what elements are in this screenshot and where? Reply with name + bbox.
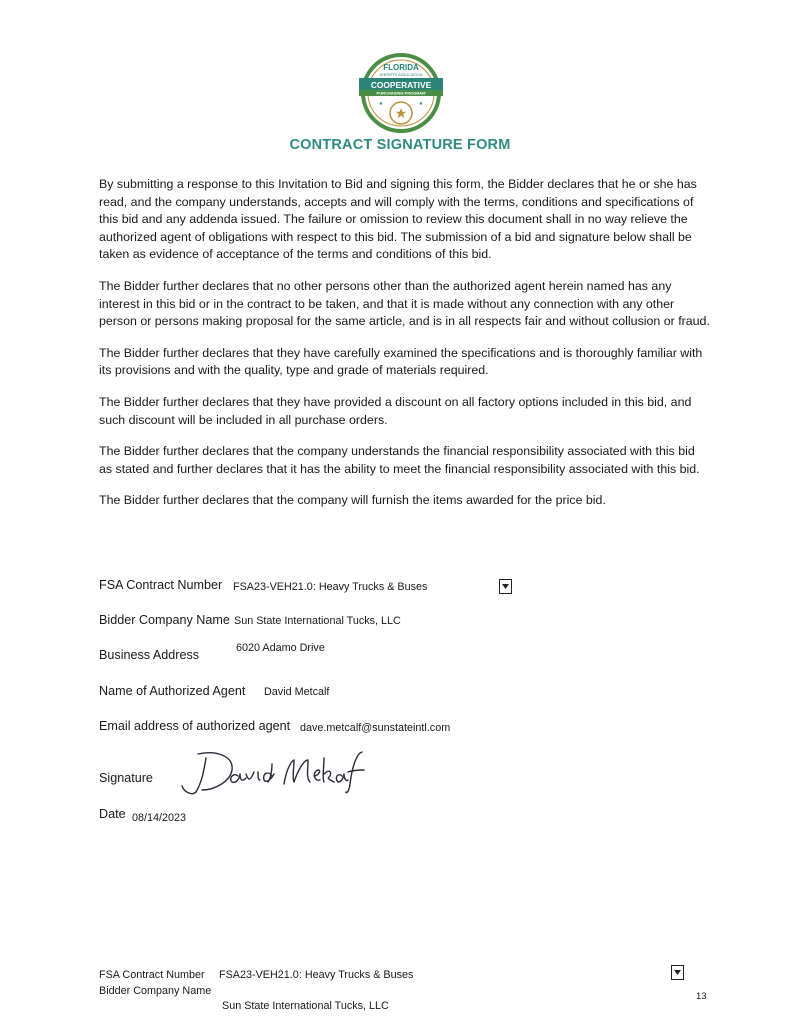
- svg-text:PURCHASING PROGRAM: PURCHASING PROGRAM: [376, 90, 426, 96]
- signature-image: [176, 748, 366, 796]
- fsa-cooperative-logo: [355, 48, 447, 134]
- authorized-agent-value[interactable]: David Metcalf: [264, 686, 330, 698]
- paragraph: The Bidder further declares that no other persons other than the authorized agent herein named has any interest in this bid or in the contract to be taken, and that it is made without any connection with any other person or persons making proposal for the same article, and is in all respects fair and without collusion or fraud.: [99, 278, 710, 329]
- caret-down-icon: [502, 584, 509, 589]
- email-value[interactable]: dave.metcalf@sunstateintl.com: [300, 722, 451, 734]
- company-name-value[interactable]: Sun State International Tucks, LLC: [234, 615, 401, 627]
- caret-down-icon: [674, 970, 681, 975]
- svg-text:★: ★: [418, 101, 424, 107]
- authorized-agent-label: Name of Authorized Agent: [99, 684, 246, 698]
- svg-text:COOPERATIVE: COOPERATIVE: [370, 80, 432, 90]
- contract-number-value[interactable]: FSA23-VEH21.0: Heavy Trucks & Buses: [233, 581, 428, 593]
- contract-number-dropdown[interactable]: [499, 579, 512, 594]
- page-number: 13: [696, 991, 707, 1002]
- footer-company-label: Bidder Company Name: [99, 985, 212, 997]
- paragraph: The Bidder further declares that the company understands the financial responsibility associated with this bid as stated and further declares that it has the ability to meet the financial responsibility associated with this bid.: [99, 444, 700, 476]
- svg-text:★: ★: [394, 105, 408, 121]
- declarations-body: [99, 176, 711, 524]
- contract-number-label: FSA Contract Number: [99, 578, 223, 592]
- business-address-value[interactable]: 6020 Adamo Drive: [236, 642, 325, 654]
- company-name-label: Bidder Company Name: [99, 613, 230, 627]
- email-label: Email address of authorized agent: [99, 719, 291, 733]
- paragraph: The Bidder further declares that they have carefully examined the specifications and is thoroughly familiar with its provisions and with the quality, type and grade of materials required.: [99, 345, 703, 378]
- svg-text:SHERIFFS ASSOCIATION: SHERIFFS ASSOCIATION: [379, 73, 423, 77]
- paragraph: By submitting a response to this Invitation to Bid and signing this form, the Bidder declares that he or she has read, and the company understands, accepts and will comply with the terms, conditions and specifications of this bid and any addenda issued. The failure or omission to review this document shall in no way relieve the authorized agent of obligations with respect to this bid. The submission of a bid and signature below shall be taken as evidence of acceptance of the terms and conditions of this bid.: [99, 177, 697, 262]
- svg-text:★: ★: [378, 101, 384, 107]
- signature-label: Signature: [99, 771, 153, 785]
- footer-company-value[interactable]: Sun State International Tucks, LLC: [222, 1000, 389, 1012]
- page-title: CONTRACT SIGNATURE FORM: [289, 137, 511, 153]
- footer-contract-label: FSA Contract Number: [99, 969, 205, 981]
- paragraph: The Bidder further declares that they have provided a discount on all factory options included in this bid, and such discount will be included in all purchase orders.: [99, 394, 692, 427]
- date-label: Date: [99, 807, 126, 821]
- footer-contract-dropdown[interactable]: [671, 965, 684, 980]
- svg-text:FLORIDA: FLORIDA: [383, 63, 419, 72]
- date-value[interactable]: 08/14/2023: [132, 812, 187, 824]
- paragraph: The Bidder further declares that the company will furnish the items awarded for the price bid.: [99, 493, 606, 508]
- footer-contract-value[interactable]: FSA23-VEH21.0: Heavy Trucks & Buses: [219, 969, 414, 981]
- business-address-label: Business Address: [99, 648, 200, 662]
